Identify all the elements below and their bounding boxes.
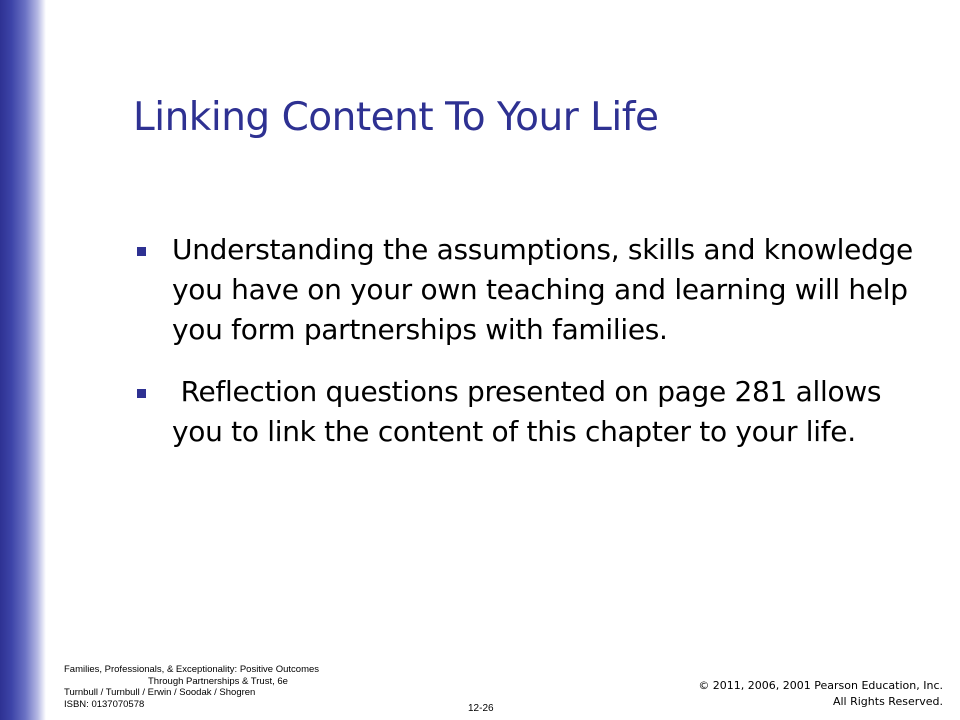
bullet-text: Understanding the assumptions, skills and knowledge you have on your own teaching and learning will help you form partnerships with families.: [172, 233, 922, 346]
page-number: 12-26: [468, 703, 494, 714]
bullet-text: Reflection questions presented on page 281 allows you to link the content of this chapter to your life.: [172, 375, 890, 448]
book-citation: [64, 664, 319, 710]
copyright-line: © 2011, 2006, 2001 Pearson Education, Inc.: [698, 679, 943, 692]
rights-line: All Rights Reserved.: [832, 695, 943, 708]
bullet-item: [134, 230, 924, 350]
bullet-item: [134, 372, 924, 452]
square-bullet-icon: [137, 247, 146, 256]
left-gradient-band: [0, 0, 46, 720]
slide-title: Linking Content To Your Life: [133, 95, 659, 140]
book-title-line: Families, Professionals, & Exceptionality: Positive Outcomes: [64, 664, 320, 675]
bullet-list: [134, 230, 924, 474]
book-subtitle-line: Through Partnerships & Trust, 6e: [148, 675, 288, 687]
copyright-notice: [698, 678, 943, 710]
book-isbn-line: ISBN: 0137070578: [64, 698, 145, 710]
square-bullet-icon: [137, 389, 146, 398]
book-authors-line: Turnbull / Turnbull / Erwin / Soodak / Shogren: [64, 687, 256, 698]
